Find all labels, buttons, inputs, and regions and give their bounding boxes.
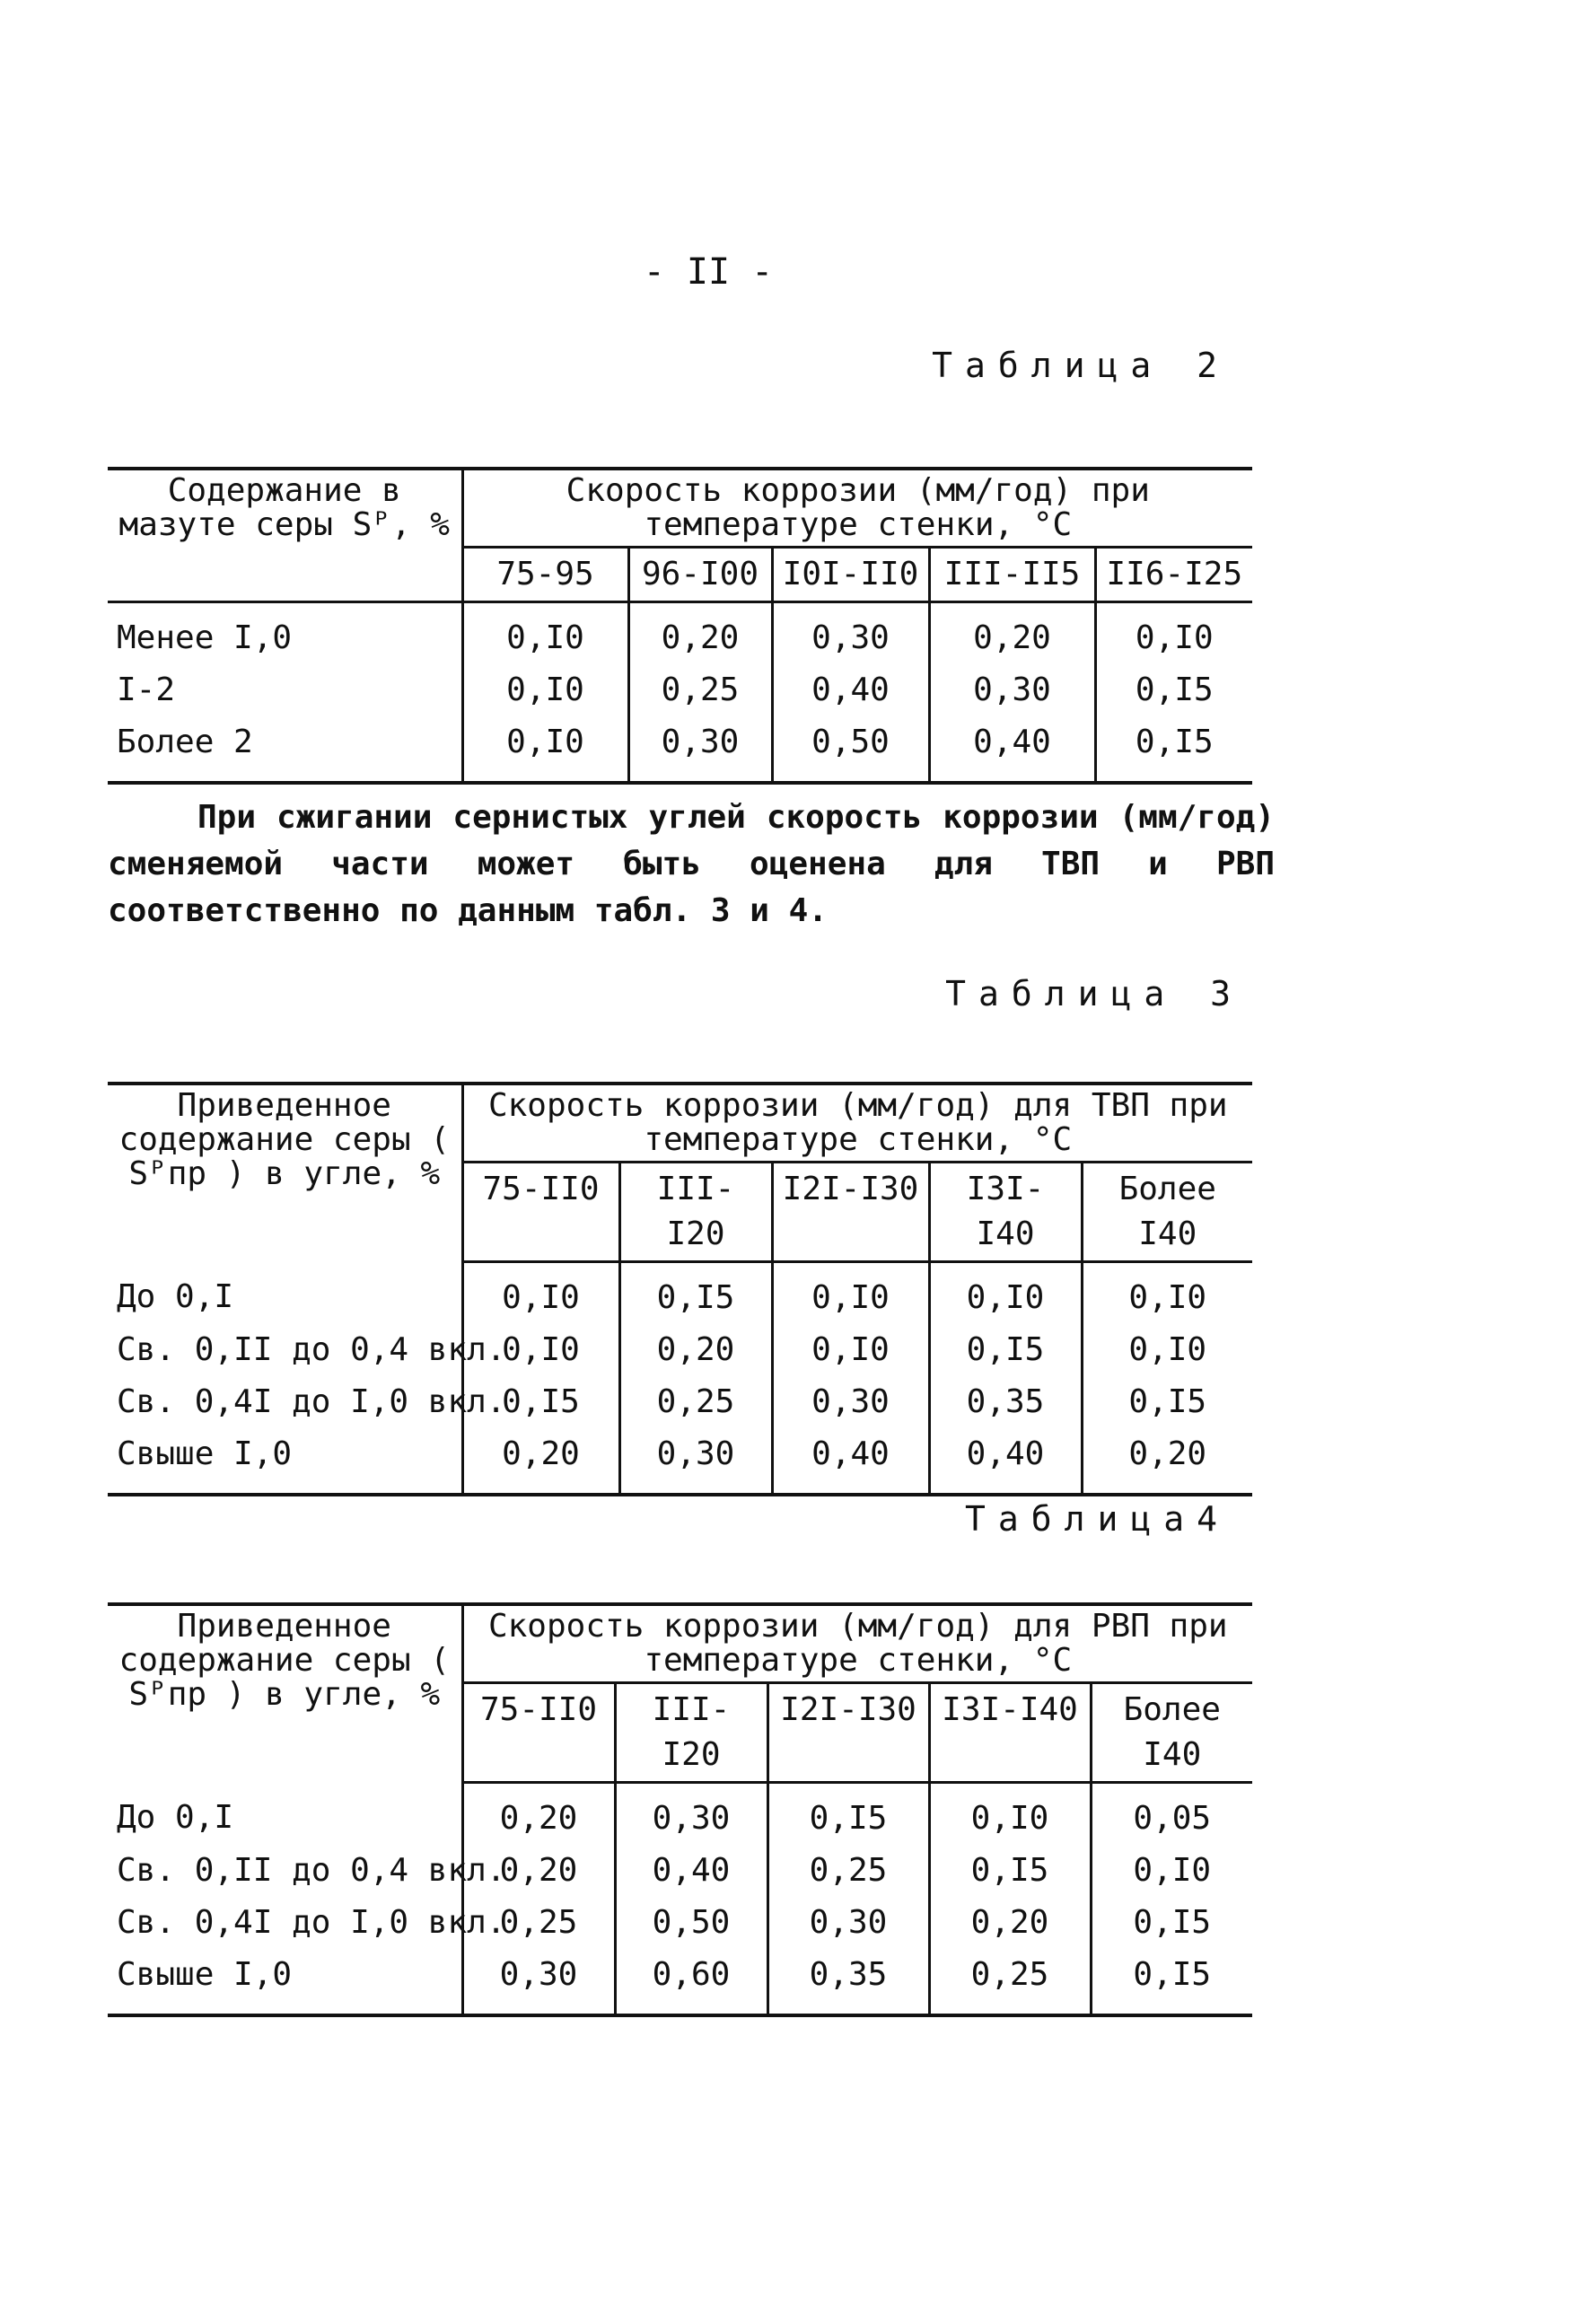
table3-cell: 0,I5 (929, 1324, 1082, 1376)
table3-cell: 0,I0 (462, 1262, 619, 1325)
table4-cell: 0,30 (615, 1783, 767, 1846)
table3-row-label: Св. 0,II до 0,4 вкл. (117, 1331, 506, 1368)
table-row (108, 1428, 1252, 1495)
table4-cell: 0,60 (615, 1949, 767, 2015)
table4-cell: 0,50 (615, 1897, 767, 1949)
table3-column-header: I3I-I40 (929, 1163, 1082, 1262)
table4-cell: 0,40 (615, 1845, 767, 1897)
table2-cell: 0,50 (772, 716, 929, 783)
table3-left-header: Приведенное содержание серы ( Sᴾпр ) в угле, % (108, 1084, 462, 1262)
table2-span-header: Скорость коррозии (мм/год) при температуре стенки, °C (462, 469, 1252, 548)
table3-column-header: I2I-I30 (772, 1163, 929, 1262)
table2-left-header: Содержание в мазуте серы Sᴾ, % (108, 469, 462, 602)
table4-cell: 0,35 (767, 1949, 929, 2015)
table4-row-label: Св. 0,4I до I,0 вкл. (117, 1904, 506, 1941)
table4-cell: 0,30 (462, 1949, 615, 2015)
table2-cell: 0,I5 (1095, 716, 1252, 783)
table-row (108, 716, 1252, 783)
table3-cell: 0,25 (619, 1376, 772, 1428)
table3-cell: 0,40 (929, 1428, 1082, 1495)
table-row (108, 1783, 1252, 1846)
table4-cell: 0,30 (767, 1897, 929, 1949)
table2-column-header: 75-95 (462, 548, 628, 602)
table3-cell: 0,35 (929, 1376, 1082, 1428)
table3-cell: 0,I0 (462, 1324, 619, 1376)
table2-cell: 0,30 (628, 716, 772, 783)
table4-cell: 0,I5 (929, 1845, 1091, 1897)
table3-column-header: 75-II0 (462, 1163, 619, 1262)
table4-cell: 0,25 (767, 1845, 929, 1897)
table3-row-label: До 0,I (117, 1277, 234, 1315)
table4-caption: Таблица4 (964, 1499, 1230, 1539)
table2-cell: 0,I0 (462, 716, 628, 783)
table4-span-header: Скорость коррозии (мм/год) для РВП при температуре стенки, °C (462, 1604, 1252, 1683)
table3-cell: 0,20 (619, 1324, 772, 1376)
table2-column-header: 96-I00 (628, 548, 772, 602)
table3-cell: 0,I0 (1082, 1262, 1252, 1325)
table3-cell: 0,I5 (462, 1376, 619, 1428)
table4-cell: 0,I5 (1091, 1897, 1252, 1949)
table2-cell: 0,20 (929, 602, 1095, 665)
table4-column-header: I2I-I30 (767, 1683, 929, 1783)
table4 (108, 1602, 1252, 2017)
table2-caption: Таблица 2 (932, 346, 1230, 385)
table3-cell: 0,20 (462, 1428, 619, 1495)
table2-column-header: I0I-II0 (772, 548, 929, 602)
table4-row-label: Св. 0,II до 0,4 вкл. (117, 1852, 506, 1889)
table2-row-label: Более 2 (108, 716, 462, 783)
table4-row-label: Свыше I,0 (108, 1949, 462, 2015)
table-row (108, 664, 1252, 716)
table3-cell: 0,I5 (1082, 1376, 1252, 1428)
table2-cell: 0,I0 (1095, 602, 1252, 665)
table3 (108, 1082, 1252, 1496)
table2-cell: 0,40 (929, 716, 1095, 783)
table4-column-header: Более I40 (1091, 1683, 1252, 1783)
table3-cell: 0,30 (619, 1428, 772, 1495)
table4-cell: 0,I5 (767, 1783, 929, 1846)
table4-cell: 0,25 (462, 1897, 615, 1949)
table4-row-label: До 0,I (117, 1798, 234, 1836)
table2-cell: 0,20 (628, 602, 772, 665)
table-row (108, 1897, 1252, 1949)
table4-cell: 0,05 (1091, 1783, 1252, 1846)
table3-cell: 0,I0 (772, 1324, 929, 1376)
table3-span-header: Скорость коррозии (мм/год) для ТВП при температуре стенки, °C (462, 1084, 1252, 1163)
table-row (108, 1845, 1252, 1897)
table-row (108, 1949, 1252, 2015)
table3-row-label: Св. 0,4I до I,0 вкл. (117, 1383, 506, 1420)
table3-column-header: Более I40 (1082, 1163, 1252, 1262)
table3-cell: 0,30 (772, 1376, 929, 1428)
table2-cell: 0,30 (772, 602, 929, 665)
table3-caption: Таблица 3 (945, 974, 1243, 1014)
table3-column-header: III-I20 (619, 1163, 772, 1262)
table2-row-label: I-2 (117, 671, 176, 708)
table3-cell: 0,40 (772, 1428, 929, 1495)
table4-column-header: 75-II0 (462, 1683, 615, 1783)
table2-cell: 0,I0 (462, 664, 628, 716)
table-row (108, 1376, 1252, 1428)
table-row (108, 1324, 1252, 1376)
table2-row-label: Менее I,0 (117, 619, 293, 656)
table2 (108, 467, 1252, 785)
page-number: - II - (643, 251, 774, 293)
table4-column-header: III-I20 (615, 1683, 767, 1783)
table-row (108, 1262, 1252, 1325)
table4-column-header: I3I-I40 (929, 1683, 1091, 1783)
table2-cell: 0,25 (628, 664, 772, 716)
table2-cell: 0,I5 (1095, 664, 1252, 716)
table3-row-label: Свыше I,0 (108, 1428, 462, 1495)
table2-column-header: II6-I25 (1095, 548, 1252, 602)
body-paragraph: При сжигании сернистых углей скорость коррозии (мм/год) сменяемой части может быть оценена для ТВП и РВП соответственно по данным табл. 3 и 4. (108, 799, 1275, 929)
table-row (108, 602, 1252, 665)
table4-cell: 0,I0 (1091, 1845, 1252, 1897)
table2-cell: 0,I0 (462, 602, 628, 665)
table3-cell: 0,I5 (619, 1262, 772, 1325)
table2-cell: 0,40 (772, 664, 929, 716)
table4-cell: 0,20 (462, 1783, 615, 1846)
table4-cell: 0,25 (929, 1949, 1091, 2015)
table3-cell: 0,I0 (929, 1262, 1082, 1325)
table4-cell: 0,20 (462, 1845, 615, 1897)
table4-cell: 0,I5 (1091, 1949, 1252, 2015)
table2-column-header: III-II5 (929, 548, 1095, 602)
table2-cell: 0,30 (929, 664, 1095, 716)
table4-cell: 0,I0 (929, 1783, 1091, 1846)
table4-left-header: Приведенное содержание серы ( Sᴾпр ) в угле, % (108, 1604, 462, 1783)
table3-cell: 0,I0 (1082, 1324, 1252, 1376)
table4-cell: 0,20 (929, 1897, 1091, 1949)
table3-cell: 0,I0 (772, 1262, 929, 1325)
table3-cell: 0,20 (1082, 1428, 1252, 1495)
